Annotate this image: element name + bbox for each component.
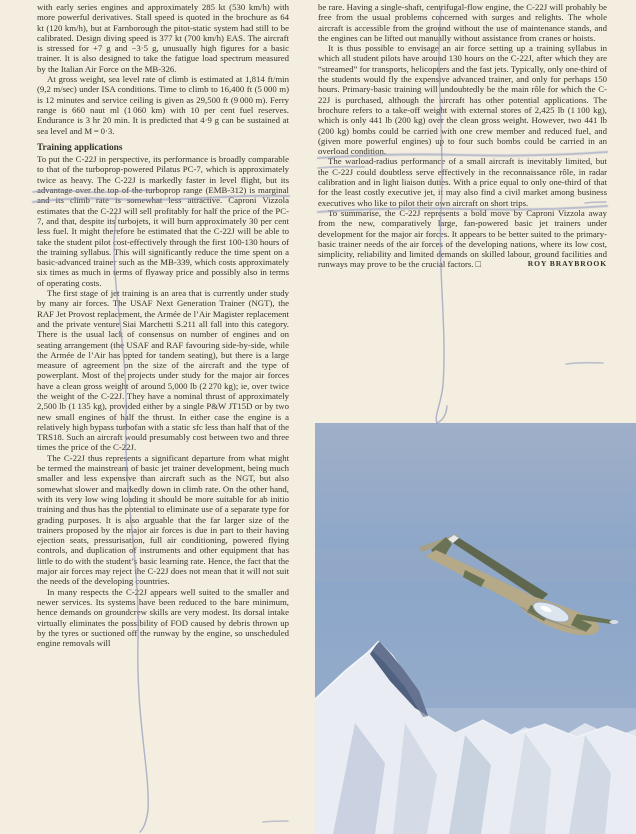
author-byline: ROY BRAYBROOK bbox=[527, 259, 607, 269]
section-heading: Training applications bbox=[37, 142, 123, 153]
paragraph: At gross weight, sea level rate of climb is estimated at 1,814 ft/min (9,2 m/sec) under ISA conditions. Time to climb to 16,400 ft (5 000 m) is 12 minutes and service ceiling is given as 29,500 ft (9 000 m). Ferry range is 660 naut ml (1 060 km) with 10 per cent fuel reserves. Endurance is 3 hr 20 min. It is predicted that 4·9 g can be sustained at sea level and M = 0·3. bbox=[37, 74, 289, 136]
paragraph: To put the C-22J in perspective, its performance is broadly comparable to that of the turboprop-powered Pilatus PC-7, which is approximately twice as heavy. The C-22J is markedly faster in level flight, but its advantage over the top of the turboprop range (EMB-312) is marginal and its climb rate is somewhat less attractive. Caproni Vizzola estimates that the C-22J will sell profitably for half the price of the PC-7, and that, despite its turbojets, it will burn approximately 30 per cent less fuel. It might therefore be estimated that the C-22J will be able to take the student pilot cost-effectively through the first 100-130 hours of the training syllabus. This will significantly reduce the time spent on a basic-advanced trainer such as the MB-339, which costs approximately six times as much in terms of flyaway price and possibly also in terms of operating costs. bbox=[37, 154, 289, 288]
paragraph: It is thus possible to envisage an air force setting up a training syllabus in which all student pilots have around 130 hours on the C-22J, after which they are “streamed” for transports, helicopters and the fast jets. Typically, only one-third of the students would fly the expensive advanced trainer, and only for perhaps 150 hours. Primary-basic training will undoubtedly be the main rôle for which the C-22J is purchased, although the aircraft has other potential applications. The brochure refers to a take-off weight with external stores of 2,425 lb (1 100 kg), which is only 441 lb (200 kg) over the clean gross weight. However, two 441 lb (200 kg) bombs could be carried with one crew member and reduced fuel, and (given more powerful engines) up to four such bombs could be carried in an overload condition. bbox=[318, 43, 607, 157]
paragraph: with early series engines and approximately 285 kt (530 km/h) with more powerful derivatives. Stall speed is quoted in the brochure as 64 kt (120 km/h), but at Farnborough the pitot-static system had still to be calibrated. Design diving speed is 377 kt (700 km/h) EAS. The aircraft is stressed for +7 g and −3·5 g, unusually high figures for a basic trainer. It is also designed to take the fatigue load spectrum measured by the Italian Air Force on the MB-326. bbox=[37, 2, 289, 74]
paragraph: To summarise, the C-22J represents a bold move by Caproni Vizzola away from the new, comparatively large, fan-powered basic jet trainers under development for the major air forces. It appears to be better suited to the primary-basic trainer needs of the air forces of the developing nations, where its low cost, simplicity, reliability and limited demands on skilled labour, ground facilities and runways may prove to be the crucial factors. □ bbox=[318, 207, 607, 270]
aircraft-photo bbox=[315, 423, 636, 834]
paragraph: The warload-radius performance of a small aircraft is inevitably limited, but the C-22J could doubtless serve effectively in the reconnaissance rôle, in radar calibration and in light liaison duties. With a price equal to only one-third of that for the least costly executive jet, it may also find a civil market among business executives who like to pilot their own aircraft on short trips. bbox=[318, 156, 607, 208]
paragraph: be rare. Having a single-shaft, centrifugal-flow engine, the C-22J will probably be free from the usual problems concerned with surges and relights. The whole aircraft is accessible from the ground without the use of maintenance stands, and the engines can be lifted out manually without assistance from cranes or hoists. bbox=[318, 2, 607, 43]
paragraph: In many respects the C-22J appears well suited to the smaller and newer services. Its systems have been reduced to the bare minimum, hence demands on groundcrew skills are very modest. Its dorsal intake virtually eliminates the possibility of FOD caused by debris thrown up by the tyres or suctioned off the runway by the engine, so unscheduled engine removals will bbox=[37, 586, 289, 649]
aircraft-photo-figure bbox=[315, 423, 636, 834]
paragraph: The C-22J thus represents a significant departure from what might be termed the mainstream of basic jet trainer development, being much smaller and less expensive than aircraft such as the NGT, but also somewhat slower and markedly down in climb rate. On the other hand, with its very low wing loading it should be more suitable for ab initio training and thus has the potential to eliminate use of a separate type for grading purposes. It is also arguable that the far larger size of the trainers proposed by the major air forces is due in part to their having ejection seats, pressurisation, full air conditioning, powered flying controls, and duplication of instruments and other equipment that has little to do with the student’s basic learning rate. Hence, the fact that the major air forces may reject the C-22J does not mean that it will not suit the needs of the developing countries. bbox=[37, 452, 289, 587]
paragraph: The first stage of jet training is an area that is currently under study by many air forces. The USAF Next Generation Trainer (NGT), the RAF Jet Provost replacement, the Armée de l’Air Magister replacement and the private venture Siai Marchetti S.211 all fall into this category. There is the usual lack of consensus on number of engines and on seating arrangement (the USAF and RAF favouring side-by-side, while the Armée de l’Air has opted for tandem seating), but there is a large measure of agreement on the size of the aircraft and the type of powerplant. Most of the projects under study for the major air forces have a clean gross weight of around 5,000 lb (2 270 kg); ie, over twice the weight of the C-22J. They have a nominal thrust of approximately 2,500 lb (1 135 kg), provided either by a single P&W JT15D or by two new small engines of half the thrust. In either case the engine is a relatively high bypass turbofan with a static sfc less than half that of the TRS18. Such an aircraft would presumably cost between two and three times the price of the C-22J. bbox=[37, 288, 289, 453]
right-column bbox=[318, 2, 607, 270]
left-column bbox=[37, 2, 289, 648]
